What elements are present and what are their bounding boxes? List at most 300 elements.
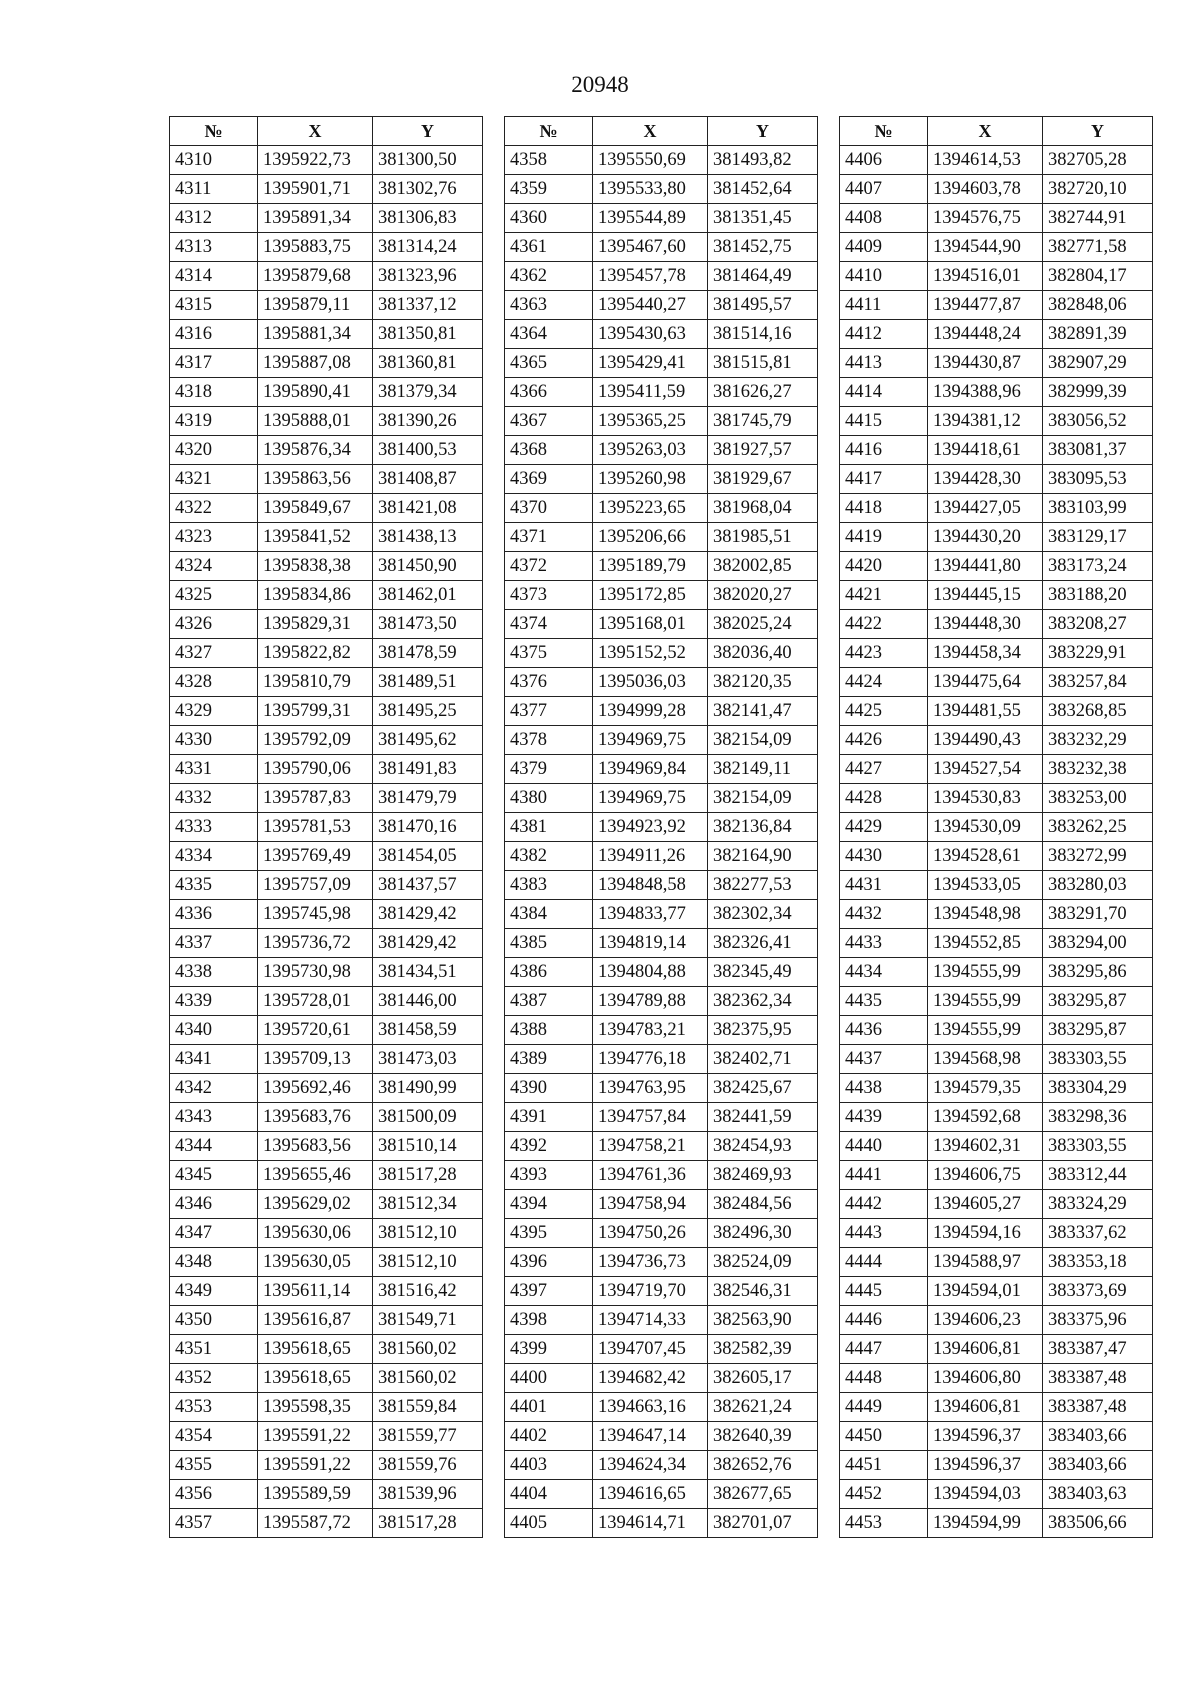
cell-number: 4369	[505, 465, 593, 494]
table-row	[170, 610, 483, 639]
header-row	[840, 117, 1153, 146]
cell-x: 1394418,61	[928, 436, 1043, 465]
cell-y: 382164,90	[708, 842, 818, 871]
cell-number: 4328	[170, 668, 258, 697]
table-row	[840, 291, 1153, 320]
cell-y: 381539,96	[373, 1480, 483, 1509]
cell-y: 381429,42	[373, 900, 483, 929]
cell-number: 4321	[170, 465, 258, 494]
cell-y: 383208,27	[1043, 610, 1153, 639]
cell-y: 382136,84	[708, 813, 818, 842]
cell-y: 382362,34	[708, 987, 818, 1016]
cell-x: 1395533,80	[593, 175, 708, 204]
cell-x: 1395922,73	[258, 146, 373, 175]
cell-y: 382640,39	[708, 1422, 818, 1451]
cell-y: 381517,28	[373, 1161, 483, 1190]
cell-y: 381446,00	[373, 987, 483, 1016]
cell-y: 382744,91	[1043, 204, 1153, 233]
cell-x: 1395822,82	[258, 639, 373, 668]
cell-x: 1395709,13	[258, 1045, 373, 1074]
cell-number: 4418	[840, 494, 928, 523]
cell-x: 1394594,16	[928, 1219, 1043, 1248]
cell-number: 4358	[505, 146, 593, 175]
cell-x: 1395745,98	[258, 900, 373, 929]
cell-number: 4440	[840, 1132, 928, 1161]
table-row	[505, 755, 818, 784]
cell-number: 4340	[170, 1016, 258, 1045]
cell-x: 1395618,65	[258, 1364, 373, 1393]
table-row	[840, 871, 1153, 900]
table-row	[170, 1248, 483, 1277]
cell-x: 1394911,26	[593, 842, 708, 871]
cell-number: 4439	[840, 1103, 928, 1132]
table-row	[505, 1132, 818, 1161]
cell-number: 4430	[840, 842, 928, 871]
table-row	[840, 929, 1153, 958]
cell-y: 381323,96	[373, 262, 483, 291]
table-row	[840, 465, 1153, 494]
cell-y: 381462,01	[373, 581, 483, 610]
cell-number: 4322	[170, 494, 258, 523]
table-body	[170, 146, 483, 1538]
cell-y: 381929,67	[708, 465, 818, 494]
cell-y: 383229,91	[1043, 639, 1153, 668]
table-row	[170, 1480, 483, 1509]
cell-y: 382036,40	[708, 639, 818, 668]
cell-number: 4354	[170, 1422, 258, 1451]
cell-x: 1394757,84	[593, 1103, 708, 1132]
cell-y: 381473,50	[373, 610, 483, 639]
table-row	[840, 262, 1153, 291]
cell-x: 1394430,87	[928, 349, 1043, 378]
cell-x: 1394804,88	[593, 958, 708, 987]
table-row	[505, 1451, 818, 1480]
cell-x: 1395440,27	[593, 291, 708, 320]
cell-y: 381985,51	[708, 523, 818, 552]
cell-number: 4329	[170, 697, 258, 726]
cell-y: 381434,51	[373, 958, 483, 987]
cell-x: 1394923,92	[593, 813, 708, 842]
cell-y: 382848,06	[1043, 291, 1153, 320]
cell-y: 381512,34	[373, 1190, 483, 1219]
cell-number: 4372	[505, 552, 593, 581]
table-row	[505, 1219, 818, 1248]
cell-x: 1395879,68	[258, 262, 373, 291]
cell-x: 1395838,38	[258, 552, 373, 581]
table-row	[505, 146, 818, 175]
cell-number: 4387	[505, 987, 593, 1016]
cell-y: 381515,81	[708, 349, 818, 378]
cell-y: 383232,29	[1043, 726, 1153, 755]
table-row	[170, 697, 483, 726]
table-row	[505, 262, 818, 291]
cell-number: 4366	[505, 378, 593, 407]
cell-y: 381351,45	[708, 204, 818, 233]
cell-number: 4398	[505, 1306, 593, 1335]
cell-number: 4338	[170, 958, 258, 987]
cell-x: 1394530,83	[928, 784, 1043, 813]
cell-x: 1395863,56	[258, 465, 373, 494]
cell-y: 383295,87	[1043, 987, 1153, 1016]
table-row	[840, 755, 1153, 784]
cell-y: 381626,27	[708, 378, 818, 407]
cell-y: 381514,16	[708, 320, 818, 349]
header-x: X	[258, 117, 373, 146]
cell-number: 4350	[170, 1306, 258, 1335]
header-number: №	[840, 117, 928, 146]
table-row	[505, 1074, 818, 1103]
cell-y: 381516,42	[373, 1277, 483, 1306]
header-row	[505, 117, 818, 146]
cell-x: 1394606,81	[928, 1335, 1043, 1364]
cell-y: 382701,07	[708, 1509, 818, 1538]
cell-number: 4414	[840, 378, 928, 407]
cell-number: 4318	[170, 378, 258, 407]
cell-x: 1394606,23	[928, 1306, 1043, 1335]
cell-y: 383303,55	[1043, 1132, 1153, 1161]
cell-number: 4349	[170, 1277, 258, 1306]
cell-x: 1394548,98	[928, 900, 1043, 929]
cell-x: 1394783,21	[593, 1016, 708, 1045]
cell-x: 1394614,71	[593, 1509, 708, 1538]
cell-x: 1395769,49	[258, 842, 373, 871]
cell-x: 1394848,58	[593, 871, 708, 900]
cell-number: 4319	[170, 407, 258, 436]
table-row	[505, 1277, 818, 1306]
cell-y: 382141,47	[708, 697, 818, 726]
cell-number: 4416	[840, 436, 928, 465]
cell-y: 382720,10	[1043, 175, 1153, 204]
cell-x: 1394969,75	[593, 784, 708, 813]
table-row	[840, 349, 1153, 378]
cell-number: 4424	[840, 668, 928, 697]
cell-y: 381495,25	[373, 697, 483, 726]
cell-number: 4399	[505, 1335, 593, 1364]
cell-y: 383232,38	[1043, 755, 1153, 784]
cell-x: 1395457,78	[593, 262, 708, 291]
cell-number: 4392	[505, 1132, 593, 1161]
cell-x: 1394588,97	[928, 1248, 1043, 1277]
table-row	[505, 813, 818, 842]
table-row	[505, 320, 818, 349]
cell-x: 1395430,63	[593, 320, 708, 349]
cell-y: 381450,90	[373, 552, 483, 581]
table-row	[170, 1364, 483, 1393]
cell-number: 4447	[840, 1335, 928, 1364]
cell-number: 4346	[170, 1190, 258, 1219]
cell-number: 4320	[170, 436, 258, 465]
table-row	[170, 1422, 483, 1451]
cell-number: 4337	[170, 929, 258, 958]
cell-y: 381512,10	[373, 1248, 483, 1277]
cell-number: 4405	[505, 1509, 593, 1538]
cell-y: 381489,51	[373, 668, 483, 697]
cell-y: 381454,05	[373, 842, 483, 871]
table-row	[505, 929, 818, 958]
cell-x: 1394594,03	[928, 1480, 1043, 1509]
table-row	[170, 552, 483, 581]
cell-x: 1395036,03	[593, 668, 708, 697]
cell-x: 1394750,26	[593, 1219, 708, 1248]
cell-number: 4365	[505, 349, 593, 378]
table-row	[840, 407, 1153, 436]
table-row	[505, 1422, 818, 1451]
cell-number: 4343	[170, 1103, 258, 1132]
table-row	[170, 1451, 483, 1480]
cell-x: 1394763,95	[593, 1074, 708, 1103]
table-row	[840, 1393, 1153, 1422]
cell-number: 4356	[170, 1480, 258, 1509]
cell-y: 381314,24	[373, 233, 483, 262]
cell-y: 382441,59	[708, 1103, 818, 1132]
cell-x: 1395630,05	[258, 1248, 373, 1277]
cell-y: 381438,13	[373, 523, 483, 552]
table-row	[170, 1161, 483, 1190]
cell-x: 1394445,15	[928, 581, 1043, 610]
table-row	[170, 262, 483, 291]
cell-y: 382891,39	[1043, 320, 1153, 349]
table-row	[840, 1045, 1153, 1074]
cell-number: 4442	[840, 1190, 928, 1219]
cell-number: 4313	[170, 233, 258, 262]
table-row	[505, 900, 818, 929]
cell-y: 382621,24	[708, 1393, 818, 1422]
cell-y: 381464,49	[708, 262, 818, 291]
cell-x: 1394606,81	[928, 1393, 1043, 1422]
cell-x: 1394614,53	[928, 146, 1043, 175]
cell-number: 4393	[505, 1161, 593, 1190]
table-row	[505, 291, 818, 320]
cell-y: 382025,24	[708, 610, 818, 639]
cell-x: 1395881,34	[258, 320, 373, 349]
cell-y: 383103,99	[1043, 494, 1153, 523]
table-row	[170, 813, 483, 842]
cell-number: 4436	[840, 1016, 928, 1045]
cell-x: 1394594,99	[928, 1509, 1043, 1538]
table-row	[840, 1016, 1153, 1045]
cell-y: 383081,37	[1043, 436, 1153, 465]
cell-number: 4407	[840, 175, 928, 204]
cell-x: 1394388,96	[928, 378, 1043, 407]
cell-number: 4452	[840, 1480, 928, 1509]
cell-y: 381429,42	[373, 929, 483, 958]
header-number: №	[505, 117, 593, 146]
cell-x: 1394568,98	[928, 1045, 1043, 1074]
cell-y: 381350,81	[373, 320, 483, 349]
table-row	[840, 320, 1153, 349]
cell-y: 382496,30	[708, 1219, 818, 1248]
table-row	[840, 958, 1153, 987]
cell-y: 381517,28	[373, 1509, 483, 1538]
table-row	[505, 204, 818, 233]
table-row	[505, 1045, 818, 1074]
cell-x: 1394448,24	[928, 320, 1043, 349]
cell-y: 381500,09	[373, 1103, 483, 1132]
cell-y: 381559,84	[373, 1393, 483, 1422]
cell-number: 4310	[170, 146, 258, 175]
cell-y: 381390,26	[373, 407, 483, 436]
cell-number: 4352	[170, 1364, 258, 1393]
cell-number: 4327	[170, 639, 258, 668]
cell-number: 4408	[840, 204, 928, 233]
cell-number: 4341	[170, 1045, 258, 1074]
cell-x: 1394430,20	[928, 523, 1043, 552]
cell-x: 1395616,87	[258, 1306, 373, 1335]
header-y: Y	[708, 117, 818, 146]
cell-x: 1394381,12	[928, 407, 1043, 436]
table-row	[170, 639, 483, 668]
cell-x: 1395887,08	[258, 349, 373, 378]
cell-y: 382652,76	[708, 1451, 818, 1480]
table-row	[505, 494, 818, 523]
cell-x: 1395792,09	[258, 726, 373, 755]
table-row	[170, 407, 483, 436]
table-row	[505, 1480, 818, 1509]
cell-x: 1394592,68	[928, 1103, 1043, 1132]
cell-y: 383294,00	[1043, 929, 1153, 958]
table-row	[840, 204, 1153, 233]
cell-y: 383291,70	[1043, 900, 1153, 929]
cell-number: 4330	[170, 726, 258, 755]
cell-number: 4351	[170, 1335, 258, 1364]
table-row	[840, 1306, 1153, 1335]
cell-number: 4449	[840, 1393, 928, 1422]
table-row	[840, 842, 1153, 871]
cell-x: 1395152,52	[593, 639, 708, 668]
cell-number: 4371	[505, 523, 593, 552]
table-row	[170, 1393, 483, 1422]
table-row	[840, 813, 1153, 842]
cell-number: 4333	[170, 813, 258, 842]
table-row	[840, 552, 1153, 581]
cell-number: 4384	[505, 900, 593, 929]
table-row	[840, 668, 1153, 697]
cell-number: 4311	[170, 175, 258, 204]
table-row	[840, 900, 1153, 929]
header-row	[170, 117, 483, 146]
cell-y: 381491,83	[373, 755, 483, 784]
table-row	[840, 697, 1153, 726]
table-row	[840, 1451, 1153, 1480]
table-row	[170, 1045, 483, 1074]
table-row	[505, 407, 818, 436]
cell-x: 1395618,65	[258, 1335, 373, 1364]
cell-y: 383298,36	[1043, 1103, 1153, 1132]
cell-y: 381458,59	[373, 1016, 483, 1045]
cell-x: 1395655,46	[258, 1161, 373, 1190]
table-row	[840, 639, 1153, 668]
cell-number: 4324	[170, 552, 258, 581]
cell-x: 1395589,59	[258, 1480, 373, 1509]
cell-x: 1395790,06	[258, 755, 373, 784]
cell-y: 381495,57	[708, 291, 818, 320]
cell-x: 1394448,30	[928, 610, 1043, 639]
cell-y: 381495,62	[373, 726, 483, 755]
table-row	[840, 726, 1153, 755]
cell-number: 4362	[505, 262, 593, 291]
cell-number: 4382	[505, 842, 593, 871]
cell-y: 383253,00	[1043, 784, 1153, 813]
table-row	[840, 233, 1153, 262]
cell-x: 1395841,52	[258, 523, 373, 552]
cell-number: 4429	[840, 813, 928, 842]
cell-number: 4380	[505, 784, 593, 813]
cell-x: 1394606,80	[928, 1364, 1043, 1393]
table-row	[505, 1103, 818, 1132]
table-row	[170, 1277, 483, 1306]
cell-y: 382277,53	[708, 871, 818, 900]
table-row	[505, 784, 818, 813]
table-row	[840, 1277, 1153, 1306]
cell-number: 4415	[840, 407, 928, 436]
cell-x: 1394533,05	[928, 871, 1043, 900]
cell-y: 382454,93	[708, 1132, 818, 1161]
cell-y: 382002,85	[708, 552, 818, 581]
cell-x: 1395849,67	[258, 494, 373, 523]
cell-y: 383129,17	[1043, 523, 1153, 552]
cell-y: 383506,66	[1043, 1509, 1153, 1538]
cell-x: 1394555,99	[928, 987, 1043, 1016]
cell-y: 382469,93	[708, 1161, 818, 1190]
cell-y: 381927,57	[708, 436, 818, 465]
cell-x: 1394477,87	[928, 291, 1043, 320]
cell-x: 1395692,46	[258, 1074, 373, 1103]
cell-x: 1395591,22	[258, 1422, 373, 1451]
table-row	[840, 581, 1153, 610]
cell-number: 4425	[840, 697, 928, 726]
cell-x: 1395365,25	[593, 407, 708, 436]
cell-number: 4323	[170, 523, 258, 552]
cell-number: 4412	[840, 320, 928, 349]
table-row	[505, 1306, 818, 1335]
table-row	[840, 378, 1153, 407]
cell-y: 381479,79	[373, 784, 483, 813]
cell-x: 1395901,71	[258, 175, 373, 204]
cell-y: 381549,71	[373, 1306, 483, 1335]
table-row	[840, 175, 1153, 204]
table-row	[170, 1190, 483, 1219]
cell-number: 4421	[840, 581, 928, 610]
table-row	[840, 1161, 1153, 1190]
table-row	[170, 378, 483, 407]
cell-number: 4331	[170, 755, 258, 784]
cell-x: 1394714,33	[593, 1306, 708, 1335]
cell-x: 1394555,99	[928, 1016, 1043, 1045]
cell-y: 382546,31	[708, 1277, 818, 1306]
cell-number: 4385	[505, 929, 593, 958]
cell-number: 4325	[170, 581, 258, 610]
table-row	[840, 987, 1153, 1016]
cell-x: 1394833,77	[593, 900, 708, 929]
table-row	[505, 465, 818, 494]
table-row	[170, 1103, 483, 1132]
cell-x: 1394516,01	[928, 262, 1043, 291]
cell-x: 1395781,53	[258, 813, 373, 842]
cell-y: 381300,50	[373, 146, 483, 175]
cell-number: 4400	[505, 1364, 593, 1393]
cell-x: 1395683,76	[258, 1103, 373, 1132]
table-row	[170, 987, 483, 1016]
cell-y: 381968,04	[708, 494, 818, 523]
cell-y: 383295,86	[1043, 958, 1153, 987]
cell-y: 381437,57	[373, 871, 483, 900]
table-row	[505, 523, 818, 552]
cell-x: 1395168,01	[593, 610, 708, 639]
cell-y: 383268,85	[1043, 697, 1153, 726]
cell-y: 382402,71	[708, 1045, 818, 1074]
table-row	[505, 349, 818, 378]
cell-y: 383257,84	[1043, 668, 1153, 697]
